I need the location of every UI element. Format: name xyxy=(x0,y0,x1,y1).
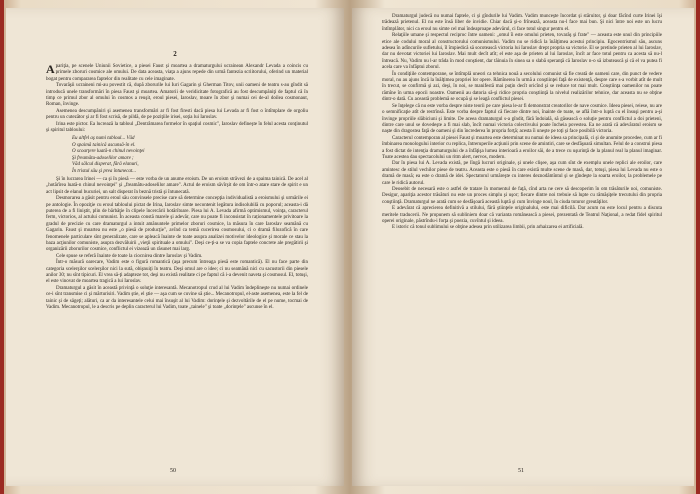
poem-line: În tristul său şi prea întunecat... xyxy=(72,168,136,174)
poem-line: O spaimă tainică ascunsă-în el. xyxy=(72,142,136,148)
paragraph: Tovarăşii ucraineni mi-au povestit că, după zborurile lui Iuri Gagarin şi Gherman Titov, unii oameni de teatru s-au gîndit să introducă unele transformări în piesa Faust şi moartea. Amatorii de veridicitate fotografică au fost descumpăniţi de faptul că în timp ce primul zbor al omului în cosmos a reuşit, eroul piesei, Iaroslav, moare în zbor şi numai cei de-al doilea cosmonaut, Roman, învinge. xyxy=(46,83,308,108)
page-number: 51 xyxy=(518,468,524,474)
left-page xyxy=(6,8,344,486)
paragraph: Relaţiile umane şi respectul reciproc între oameni: „omul îi este omului prieten, tovarăş şi frate" — aceasta este unul din principiile etice ale codului moral al constructorului comunismului. Vadim nu se ridică la înălţimea acestui principiu. Egocentrismul său, ascuns adesea în adîncurile sufletului, îl împiedică să socotească victoria lui Iaroslav drept propria sa victorie. El se pretinde prieten al lui Iaroslav, dar nu devotat victoriei lui Iaroslav. Mai mult decît atît; el este aşa de prieten al lui Iaroslav, încît ar face totul pentru ca acesta să nu-l întreacă. Nu, Vadim nu l-ar trăda în mod conştient, dar tăinuia în sinea sa o slabă speranţă că Iaroslav n-o să izbutească şi că el va putea fi acela care va înfăptui zborul. xyxy=(382,33,662,71)
paragraph: Într-o măsură oarecare, Vadim este o figură romantică (aşa precum întreaga piesă este romantică). El nu face parte din categoria scelerşilor scelerşilor nici la sută, obişnuiţi în teatru. Deşi omul are o idee; ci nu seamănă nici cu sacustorii din piesele anilor 30; nu sînt tipicuri. El vrea să-ţi adapteze tot, deşi nu există realitate ci pe faptul că i-a devenit naveta şi cosmosul. El, totuşi, el este vinovat de moartea tragică a lui Iaroslav. xyxy=(46,260,308,285)
paragraph: Dramaturgul judecă nu numai faptele, ci şi gîndurile lui Vadim. Vadim munceşte încordat şi stăruitor, şi doar făcînd curte Irinei îşi trădează prietenul. El nu este însă liber de invidie. Chiar dacă şi-o frînează, aceasta nu-l face mai bun. Şi nici între noi este un lucru întîmplător, nici ca eroul nu simte cel mai îndeaproape adevărul, ci face totul singur pentru el. xyxy=(382,14,662,32)
paragraph: Se înţelege că nu este vorba despre niste teorii pe care piesa le-ar fi demonstrat creatorilor de nave cosmice. Ideea piesei, reiese, nu are o semnificaţie atît de restrînsă. Este vorba despre faptul că fiecare dintre noi, înainte de toate, se află într-o luptă cu el însuşi pentru a-şi învinge propriile slăbiciuni şi limite. De aceea dramaturgul s-a gîndit, fără îndoială, să găsească o soluţie pentru conflictul a doi prieteni, dintre care unul se dovedeşte a fi mai slab, încît numai victoria colectivului poate încheia povestea. Ea ne arată că adevăratul eroism se naşte din dragostea faţă de oameni şi din încrederea în propria forţă; acesta îi uneşte pe toţi şi face posibilă victoria. xyxy=(382,103,662,135)
book-cover-edge-left xyxy=(0,0,4,494)
paragraph: Irina este pictor. Ea lucrează la tabloul „Dentrămarea formelor în spaţiul cosmic", Iaroslav defineşte în felul acesta conţinutul şi spiritul tabloului: xyxy=(46,121,308,134)
right-page-text xyxy=(382,14,662,232)
paragraph: Şi în lucrarea Irinei — ca şi în piesă — este vorba de un anume eroism. De un eroism străvezi de a spaima tainică. De acel al „hotărîrea luată-n chinul nevoinţei" şi „freamătu-adoselilor amare". Actul de eroism săvîrşit de om într-o atare stare de spirit e un act lipsit de elanul bucuriei, un salt disperat în beznă tristă şi întunecată. xyxy=(46,176,308,195)
book-cover-edge-right xyxy=(696,0,700,494)
paragraph: Deosebit de necesară este o astfel de tratare în momentul de faţă, cînd arta ne cere să descoperim în om trăsăturile noi, comuniste. Desigur, apariţia acestor trăsături nu este un proces simplu şi uşor; fiecare dintre noi trebuie să lupte cu rămăşiţele trecutului din propria conştiinţă. Dramaturgul ne arată cum se desfăşoară această luptă şi cum învinge noul, în ciuda tuturor greutăţilor. xyxy=(382,186,662,205)
paragraph: Caracterul contemporan al piesei Faust şi moartea este determinat nu numai de ideea sa principală, ci şi de anumite procedee, cum ar fi îmbinarea monologului interior cu replica, întreruperile acţiunii prin scene de amintiri, care se desfăşoară simultan. Felul de a construi piesa a fost dictat de intenţia dramaturgului de a înfăţişa lumea interioară a eroilor săi, de a trece cu uşurinţă de la planul real la planul imaginar. Toate acestea dau spectacolului un ritm alert, nervos, modern. xyxy=(382,135,662,160)
page-number: 50 xyxy=(170,468,176,474)
poem-quote xyxy=(72,136,308,174)
paragraph: Dar în piesa lui A. Levada există, pe lîngă lucruri originale, şi unele clişee, aşa cum sînt de exemplu unele replici ale eroilor, care amintesc de stilul vechilor piese de teatru. Aceasta este o piesă în care există multe scene de masă, dar, totuşi, piesa lui Levada nu este o dramă de masă; ea este o dramă de idei. Spectatorul urmăreşte cu interes deznodămîntul şi se gîndeşte la soarta eroilor, la problemele pe care le ridică autorul. xyxy=(382,161,662,186)
poem-line: Eu altfel aş numi tabloul... Văd xyxy=(72,136,135,142)
paragraph: E istoric că tonul sublimului se obţine adesea prin utilizarea limbii, prin arhaizarea ei artificială. xyxy=(392,225,584,231)
intro-text: pariţia, pe scenele Uniunii Sovietice, a piesei Faust şi moartea a dramaturgului ucrainean Alexandr Levada a coincis cu primele zboruri cosmice ale omului. De data aceasta, viaţa a ajuns repede din urmă fantezia scriitorului, oferind un material bogat pentru compararea faptelor din realitate cu cele imaginate. xyxy=(46,64,308,82)
left-page-text xyxy=(46,64,308,311)
paragraph: Cele spuse se referă înainte de toate la ciocnirea dintre Iaroslav şi Vadim. xyxy=(56,253,203,259)
poem-line: Şi freamătu-adoselilor amare ; xyxy=(72,155,134,161)
poem-line: Văd sălcul disperat, fără elanuri, xyxy=(72,162,139,168)
intro-paragraph xyxy=(46,64,308,83)
right-page xyxy=(352,8,694,486)
paragraph: În condiţiile contemporane, se întîmplă uneori ca tehnica nouă a secolului comunist să fie creată de oameni care, din punct de vedere moral, nu au ajuns încă la înălţimea propriei lor opere. Rămînerea în urmă a conştiinţei faţă de existenţă, despre care s-a vorbit atît de mult în trecut, se confirmă şi azi, deşi, în noi, se manifestă mai puţin decît oricînd şi se reduce tot mai mult. Conştiinţa oamenilor nu poate rămîne în urma epocii noastre. Oamenii au datoria să-şi ridice propria conştiinţă la nivelul realizărilor tehnice, dar aceasta nu se obţine dintr-o dată. Cu această problemă se ocupă şi se leagă conflictul piesei. xyxy=(382,71,662,103)
paragraph: Dramaturgul a găsit în această privinţă o soluţie interesantă. Mecanotropul crud al lui Vadim îndeplineşte nu numai ordinele ce-i sînt transmise ci şi mărturisiri. Vadim ştie, el ştie — aşa cum se cuvine să ştie... Mecanotropul, el-aste asemenea, este la fel de tainic şi de sâgeţi; alături, ca ar da interesantele celui mai însuşit al lui Vadim: dorinţele şi dezvoltările de el pe nume, tocmai de Vadim. Mecanotropul, le a descris pe deplin caracterul lui Vadim, toate „tainele" şi toate „dorinţele" ascunse în el. xyxy=(46,285,308,311)
drop-cap: A xyxy=(46,62,55,76)
poem-line: O scoarţere luată-n chinul nevoinţei xyxy=(72,149,145,155)
paragraph: Desmorarea a găsit pentru eroul său convinsele precise care să determine concepţia individualistă a eroismului şi urmările ei pe antologie. În opoziţie cu eroul tabloului pictat de Irina, Iaroslav simte necontenit legătura indisolubilă cu poporul; aceasta-i dă puterea de a fi liniştit, plin de bărbăţie în clipele încercării hotărîtoare. Piesa lui A. Levada afirmă optimismul, voinţa, caracterul ferm, victorios, al actului comunist. În aceasta constă marele şi adevăr, care nu poate fi inconsistat în raționamentele privitoare la gradul de precizie cu care dramaturgul a intuit amănuntele primelor zboruri cosmice, la măsura în care Iaroslav seamănă cu Gagarin. Faust şi moartea nu este „o piesă de producţie", avînd ca temă cucerirea cosmosului, ci o dramă filozofică în care fenomenele particulare sînt generalizate, care se apleacă înainte de toate asupra analizei motivelor ideologice şi morale ce stau la baza acţiunilor comuniste, asupra dezvăluirii „vieţii spirituale a omului". Deşi ce-ţi-a se va copia faptele concrete ale pregătirii şi organizării zborurilor cosmice, conflictul ei vizează un răsunet mai larg. xyxy=(46,196,308,253)
paragraph: E adevărat că aprecierea definitivă a stilului, fără ştiinţele originalului, este mai dificilă. Dar acum nu este locul pentru a discuta meritele traducerii. Ne propunem să subliniem doar că varianta românească a piesei, prezentată de Teatrul Naţional, a redat fidel spiritul operei originale, păstrîndu-i forţa şi poezia, cuvîntul şi ideea. xyxy=(382,206,662,224)
section-number: 2 xyxy=(173,50,177,58)
paragraph: Asemenea descumpăniri şi asemenea transformări ar fi fost firesti dacă piesa lui Levada ar fi fost o întîmplare de orgoliu pentru un cutezător şi ar fi fost scrisă, de pildă, de pe poziţiile irisei, soţia lui Iaroslav. xyxy=(46,108,308,121)
